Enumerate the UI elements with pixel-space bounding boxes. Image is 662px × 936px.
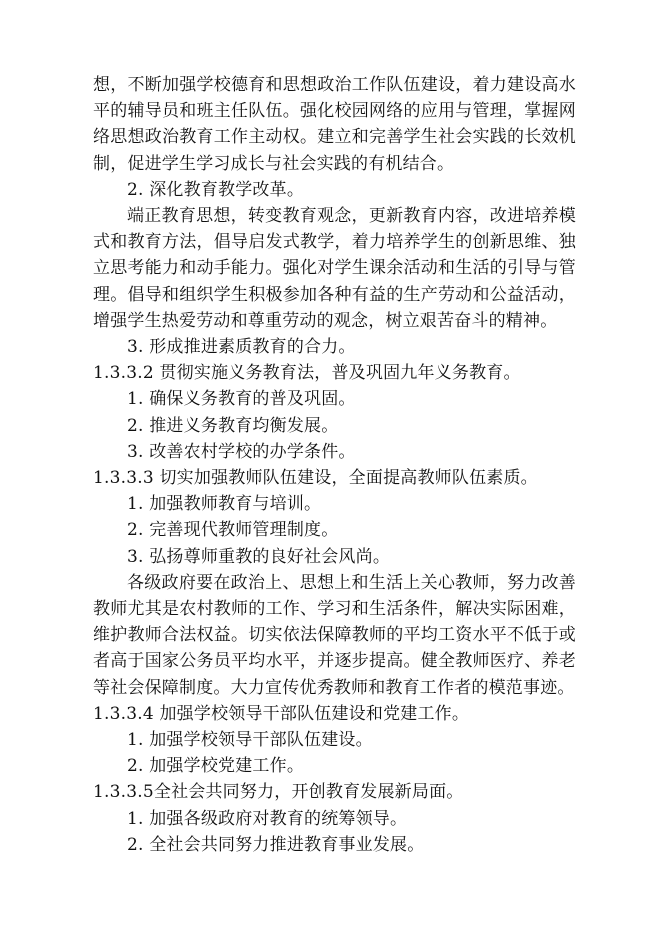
section-heading-1-3-3-5: 1.3.3.5全社会共同努力，开创教育发展新局面。 xyxy=(93,782,464,803)
list-item: 2. 加强学校党建工作。 xyxy=(127,756,305,777)
list-item: 2. 深化教育教学改革。 xyxy=(127,179,305,200)
list-item: 3. 形成推进素质教育的合力。 xyxy=(127,337,356,358)
paragraph-teachers: 各级政府要在政治上、思想上和生活上关心教师，努力改善教师尤其是农村教师的工作、学习和生活条件，解决实际困难，维护教师合法权益。切实依法保障教师的平均工资水平不低于或者高于国家公务员平均水平，并逐步提高。健全教师医疗、养老等社会保障制度。大力宣传优秀教师和教育工作者的模范事迹。 xyxy=(93,572,576,698)
section-heading-1-3-3-3: 1.3.3.3 切实加强教师队伍建设，全面提高教师队伍素质。 xyxy=(93,468,538,489)
section-heading-1-3-3-2: 1.3.3.2 贯彻实施义务教育法，普及巩固九年义务教育。 xyxy=(93,363,521,384)
list-item: 1. 加强教师教育与培训。 xyxy=(127,494,322,515)
section-heading-1-3-3-4: 1.3.3.4 加强学校领导干部队伍建设和党建工作。 xyxy=(93,703,470,724)
list-item: 3. 弘扬尊师重教的良好社会风尚。 xyxy=(127,546,391,567)
list-item: 2. 完善现代教师管理制度。 xyxy=(127,520,339,541)
list-item: 3. 改善农村学校的办学条件。 xyxy=(127,441,356,462)
document-page xyxy=(93,72,576,858)
list-item: 1. 加强学校领导干部队伍建设。 xyxy=(127,730,373,751)
list-item: 2. 推进义务教育均衡发展。 xyxy=(127,415,339,436)
list-item: 1. 加强各级政府对教育的统筹领导。 xyxy=(127,808,408,829)
paragraph-continuation: 想，不断加强学校德育和思想政治工作队伍建设，着力建设高水平的辅导员和班主任队伍。强化校园网络的应用与管理，掌握网络思想政治教育工作主动权。建立和完善学生社会实践的长效机制，促进学生学习成长与社会实践的有机结合。 xyxy=(93,75,576,174)
list-item: 1. 确保义务教育的普及巩固。 xyxy=(127,389,356,410)
list-item: 2. 全社会共同努力推进教育事业发展。 xyxy=(127,834,425,855)
paragraph-reform: 端正教育思想，转变教育观念，更新教育内容，改进培养模式和教育方法，倡导启发式教学，着力培养学生的创新思维、独立思考能力和动手能力。强化对学生课余活动和生活的引导与管理。倡导和组织学生积极参加各种有益的生产劳动和公益活动，增强学生热爱劳动和尊重劳动的观念，树立艰苦奋斗的精神。 xyxy=(93,206,576,331)
